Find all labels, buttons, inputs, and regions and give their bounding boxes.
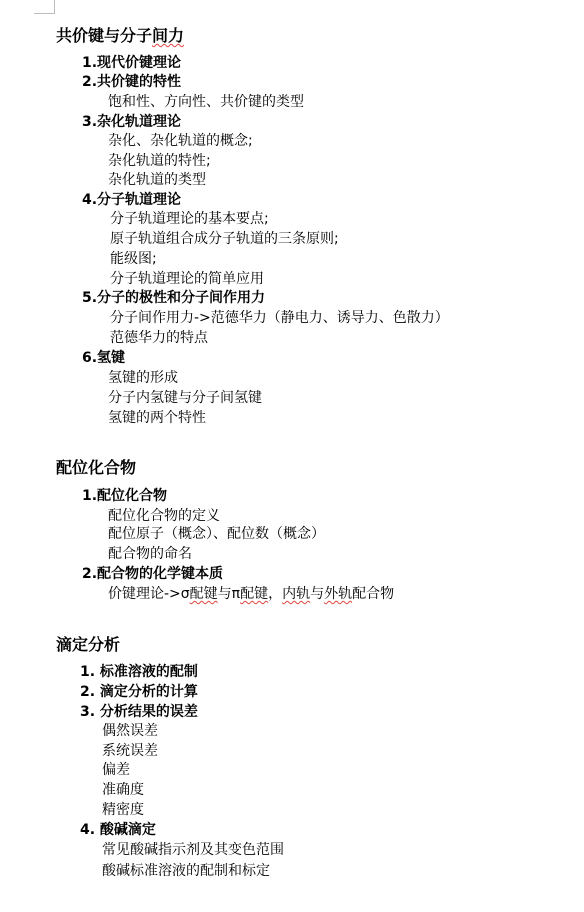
outline-heading: 2.共价键的特性 bbox=[82, 74, 182, 90]
outline-item: 杂化轨道的特性; bbox=[108, 153, 211, 169]
outline-item: 偶然误差 bbox=[102, 723, 158, 739]
outline-heading: 3.杂化轨道理论 bbox=[82, 114, 182, 130]
outline-item: 分子轨道理论的基本要点; bbox=[110, 211, 269, 227]
outline-heading: 1. 标准溶液的配制 bbox=[80, 664, 198, 680]
outline-heading: 1.配位化合物 bbox=[82, 488, 168, 504]
outline-item: 偏差 bbox=[102, 762, 130, 778]
outline-item: 能级图; bbox=[110, 251, 157, 267]
spellcheck-underlined-text: 内轨 bbox=[282, 586, 311, 602]
page-corner-mark bbox=[34, 0, 55, 14]
outline-item: 分子轨道理论的简单应用 bbox=[110, 271, 264, 287]
outline-heading: 1.现代价键理论 bbox=[82, 55, 182, 71]
outline-item: 饱和性、方向性、共价键的类型 bbox=[108, 94, 304, 110]
outline-item-bond-theory: 价键理论->σ配键与π配键，内轨与外轨配合物 bbox=[108, 586, 395, 602]
outline-heading: 2. 滴定分析的计算 bbox=[80, 684, 198, 700]
outline-item: 氢键的两个特性 bbox=[108, 410, 206, 426]
outline-item: 氢键的形成 bbox=[108, 370, 178, 386]
outline-item: 准确度 bbox=[102, 782, 144, 798]
outline-item: 酸碱标准溶液的配制和标定 bbox=[102, 863, 270, 879]
outline-heading: 3. 分析结果的误差 bbox=[80, 704, 198, 720]
outline-item: 系统误差 bbox=[102, 743, 158, 759]
outline-heading: 2.配合物的化学键本质 bbox=[82, 566, 224, 582]
outline-item: 常见酸碱指示剂及其变色范围 bbox=[102, 842, 284, 858]
outline-item: 配位化合物的定义 bbox=[108, 508, 220, 524]
section-title-covalent-bond: 共价键与分子间力 bbox=[56, 26, 185, 45]
outline-heading: 6.氢键 bbox=[82, 350, 126, 366]
outline-heading: 4. 酸碱滴定 bbox=[80, 822, 156, 838]
outline-item: 精密度 bbox=[102, 802, 144, 818]
spellcheck-underlined-text: 间力 bbox=[152, 26, 185, 45]
outline-item: 配位原子（概念）、配位数（概念） bbox=[108, 526, 325, 542]
outline-item: 分子内氢键与分子间氢键 bbox=[108, 390, 262, 406]
outline-heading: 5.分子的极性和分子间作用力 bbox=[82, 290, 266, 306]
outline-item: 杂化、杂化轨道的概念; bbox=[108, 133, 253, 149]
outline-item: 分子间作用力->范德华力（静电力、诱导力、色散力） bbox=[110, 310, 449, 326]
outline-item: 范德华力的特点 bbox=[110, 330, 208, 346]
outline-item: 原子轨道组合成分子轨道的三条原则; bbox=[110, 231, 339, 247]
spellcheck-underlined-text: 配键 bbox=[240, 586, 269, 602]
outline-item: 配合物的命名 bbox=[108, 546, 192, 562]
spellcheck-underlined-text: 外轨 bbox=[324, 586, 353, 602]
section-title-coordination-compounds: 配位化合物 bbox=[56, 458, 137, 477]
outline-item: 杂化轨道的类型 bbox=[108, 172, 206, 188]
spellcheck-underlined-text: 配键 bbox=[189, 586, 218, 602]
outline-heading: 4.分子轨道理论 bbox=[82, 192, 182, 208]
section-title-titration-analysis: 滴定分析 bbox=[56, 635, 121, 654]
